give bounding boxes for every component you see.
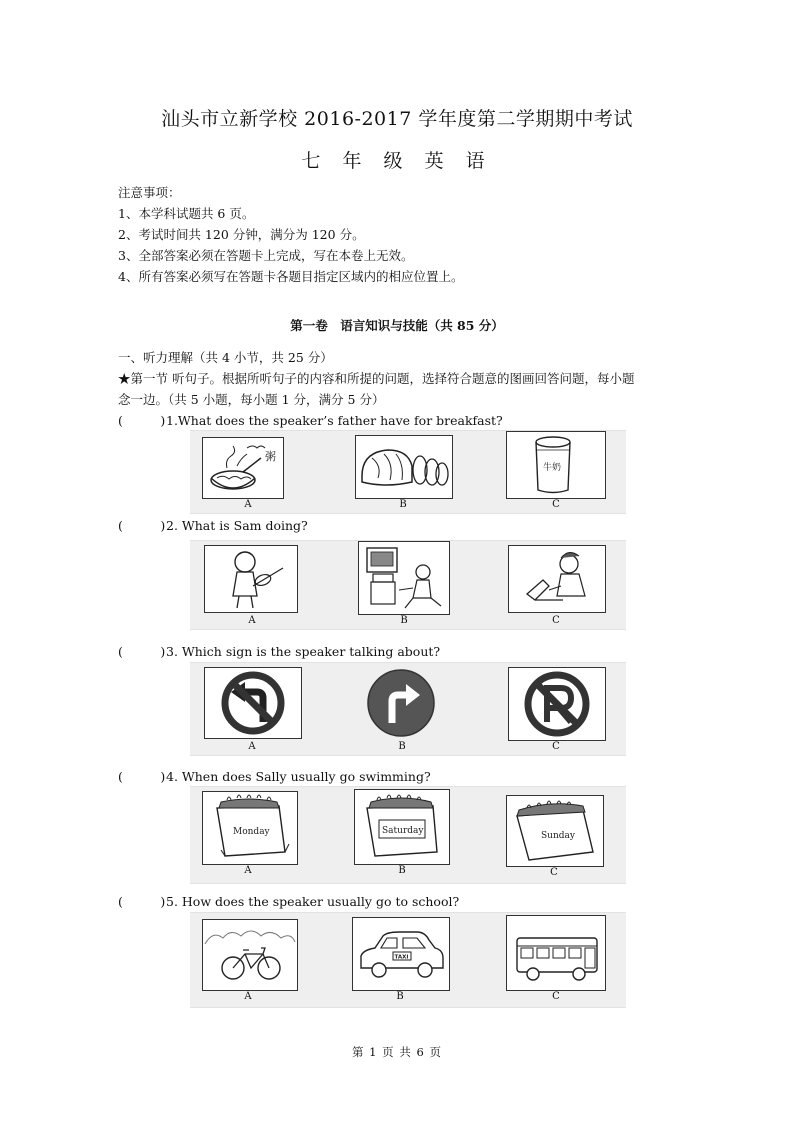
laptop-man-image[interactable] [508,545,606,613]
option-a-label: A [244,499,252,510]
computer-boy-image[interactable] [358,541,450,615]
calendar-icon[interactable] [354,789,450,865]
page-footer: 第 1 页 共 6 页 [352,1045,442,1059]
option-c-label: C [550,867,558,878]
taxi-sign-text: TAXI [394,954,409,961]
calendar-day-text: Monday [233,827,270,837]
exam-title: 汕头市立新学校 2016-2017 学年度第二学期期中考试 [161,108,633,130]
option-c-label: C [552,499,560,510]
turn-right-sign-image[interactable] [356,667,446,739]
no-parking-sign-image[interactable] [508,667,606,741]
taxi-image[interactable] [352,917,450,991]
option-c-label: C [552,615,560,626]
porridge-label: 粥 [265,450,276,463]
question-text: 2. What is Sam doing? [166,518,308,533]
question-3-images [190,662,626,756]
question-2 [118,516,308,534]
notes-heading: 注意事项： [118,185,181,200]
section-instruction: ★第一节 听句子。根据所听句子的内容和所提的问题，选择符合题意的图画回答问题，每小题 [118,371,635,386]
calendar-icon[interactable] [202,791,298,865]
answer-blank[interactable]: ( ) [118,894,166,909]
note-item: 2、考试时间共 120 分钟，满分为 120 分。 [118,227,365,242]
section-header [118,347,698,410]
question-2-images [190,540,626,630]
notes-block [118,182,463,287]
question-5 [118,892,459,910]
option-b-label: B [400,615,408,626]
option-a-label: A [248,741,256,752]
violin-boy-image[interactable] [204,545,298,613]
section-heading: 一、听力理解（共 4 小节，共 25 分） [118,350,333,365]
question-text: 3. Which sign is the speaker talking about? [166,644,441,659]
section-instruction: 念一边。（共 5 小题，每小题 1 分，满分 5 分） [118,392,385,407]
answer-blank[interactable]: ( ) [118,769,166,784]
note-item: 3、全部答案必须在答题卡上完成，写在本卷上无效。 [118,248,414,263]
note-item: 4、所有答案必须写在答题卡各题目指定区域内的相应位置上。 [118,269,464,284]
option-b-label: B [396,991,404,1002]
porridge-bowl-image[interactable] [202,437,284,499]
bus-image[interactable] [506,915,606,991]
part-title: 第一卷 语言知识与技能（共 85 分） [290,318,504,333]
question-1 [118,411,503,429]
no-left-turn-sign-image[interactable] [204,667,302,739]
answer-blank[interactable]: ( ) [118,413,166,428]
option-c-label: C [552,991,560,1002]
answer-blank[interactable]: ( ) [118,644,166,659]
bicycle-image[interactable] [202,919,298,991]
answer-blank[interactable]: ( ) [118,518,166,533]
question-5-images [190,912,626,1008]
question-text: 4. When does Sally usually go swimming? [166,769,431,784]
question-4 [118,767,431,785]
milk-label: 牛奶 [543,463,562,473]
calendar-icon[interactable] [506,795,604,867]
milk-glass-image[interactable] [506,431,606,499]
question-text: 1.What does the speaker’s father have for breakfast? [166,413,503,428]
calendar-day-text: Saturday [382,826,424,836]
bread-loaf-image[interactable] [355,435,453,499]
option-a-label: A [248,615,256,626]
question-4-images [190,786,626,884]
calendar-day-text: Sunday [541,831,575,841]
option-a-label: A [244,865,252,876]
option-c-label: C [552,741,560,752]
question-1-images [190,430,626,514]
note-item: 1、本学科试题共 6 页。 [118,206,255,221]
exam-subject: 七 年 级 英 语 [301,150,493,172]
option-b-label: B [399,499,407,510]
option-b-label: B [398,741,406,752]
option-a-label: A [244,991,252,1002]
question-text: 5. How does the speaker usually go to school? [166,894,460,909]
option-b-label: B [398,865,406,876]
question-3 [118,642,440,660]
